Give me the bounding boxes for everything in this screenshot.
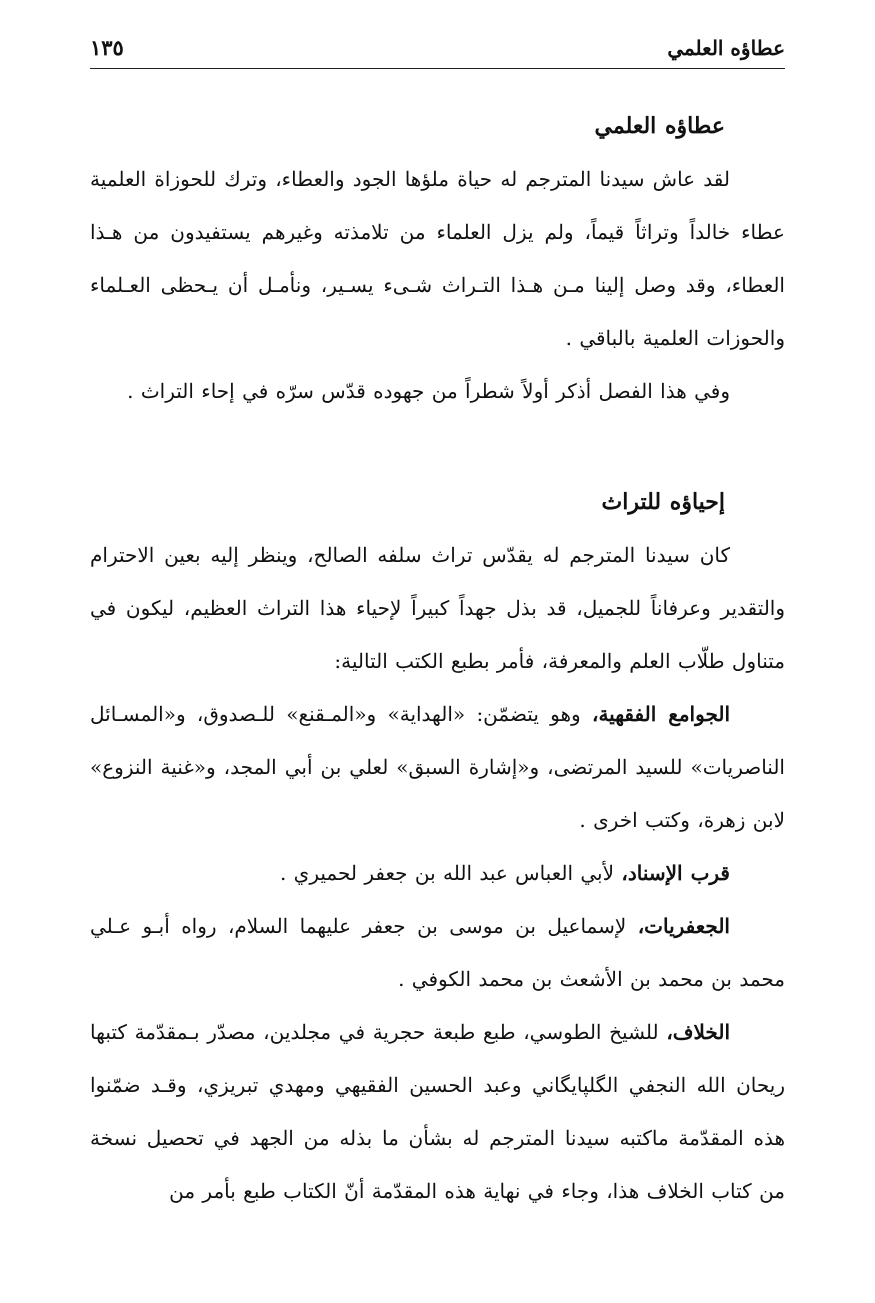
book-description: لإسماعيل بن موسى بن جعفر عليهما السلام، رواه أبـو عـلي محمد بن محمد بن الأشعث بن محمد الكوفي . [90,914,785,991]
section-heading-scholarly-contribution: عطاؤه العلمي [594,113,725,139]
book-description: وهو يتضمّن: «الهداية» و«المـقنع» للـصدوق، و«المسـائل الناصريات» للسيد المرتضى، و«إشارة السبق» لعلي بن أبي المجد، و«غنية النزوع» لابن زهرة، وكتب اخرى . [90,702,785,832]
book-title: قرب الإسناد، [621,861,730,885]
paragraph-chapter-intro: وفي هذا الفصل أذكر أولاً شطراً من جهوده قدّس سرّه في إحاء التراث . [127,379,730,403]
book-title: الخلاف، [666,1020,730,1044]
running-header [90,30,785,69]
section-spacer [90,418,785,476]
book-item-khilaf [90,1006,785,1218]
page-body [90,100,785,1218]
book-item-jafariyyat [90,900,785,1006]
book-item-jawami [90,688,785,847]
book-item-qurb-al-isnad [90,847,785,900]
page-number: ١٣٥ [90,35,124,60]
book-description: لأبي العباس عبد الله بن جعفر لحميري . [279,861,622,885]
running-title: عطاؤه العلمي [667,36,785,60]
book-description: للشيخ الطوسي، طبع طبعة حجرية في مجلدين، مصدّر بـمقدّمة كتبها ريحان الله النجفي الگلپايگاني وعبد الحسين الفقيهي ومهدي تبريزي، وقـد ضمّنوا هذه المقدّمة ماكتبه سيدنا المترجم له بشأن ما بذله من الجهد في تحصيل نسخة من كتاب الخلاف هذا، وجاء في نهاية هذه المقدّمة أنّ الكتاب طبع بأمر من [90,1020,785,1203]
section-heading-heritage-revival: إحياؤه للتراث [601,489,725,515]
book-title: الجوامع الفقهية، [592,702,731,726]
book-title: الجعفريات، [637,914,730,938]
paragraph-heritage-revival: كان سيدنا المترجم له يقدّس تراث سلفه الصالح، وينظر إليه بعين الاحترام والتقدير وعرفاناً للجميل، قد بذل جهداً كبيراً لإحياء هذا التراث العظيم، ليكون في متناول طلّاب العلم والمعرفة، فأمر بطبع الكتب التالية: [90,543,785,673]
paragraph-scholarly-contribution: لقد عاش سيدنا المترجم له حياة ملؤها الجود والعطاء، وترك للحوزاة العلمية عطاء خالداً وتراثاً قيماً، ولم يزل العلماء من تلامذته وغيرهم يستفيدون من هـذا العطاء، وقد وصل إلينا مـن هـذا التـراث شـىء يسـير، ونأمـل أن يـحظى العـلماء والحوزات العلمية بالباقي . [90,167,785,350]
